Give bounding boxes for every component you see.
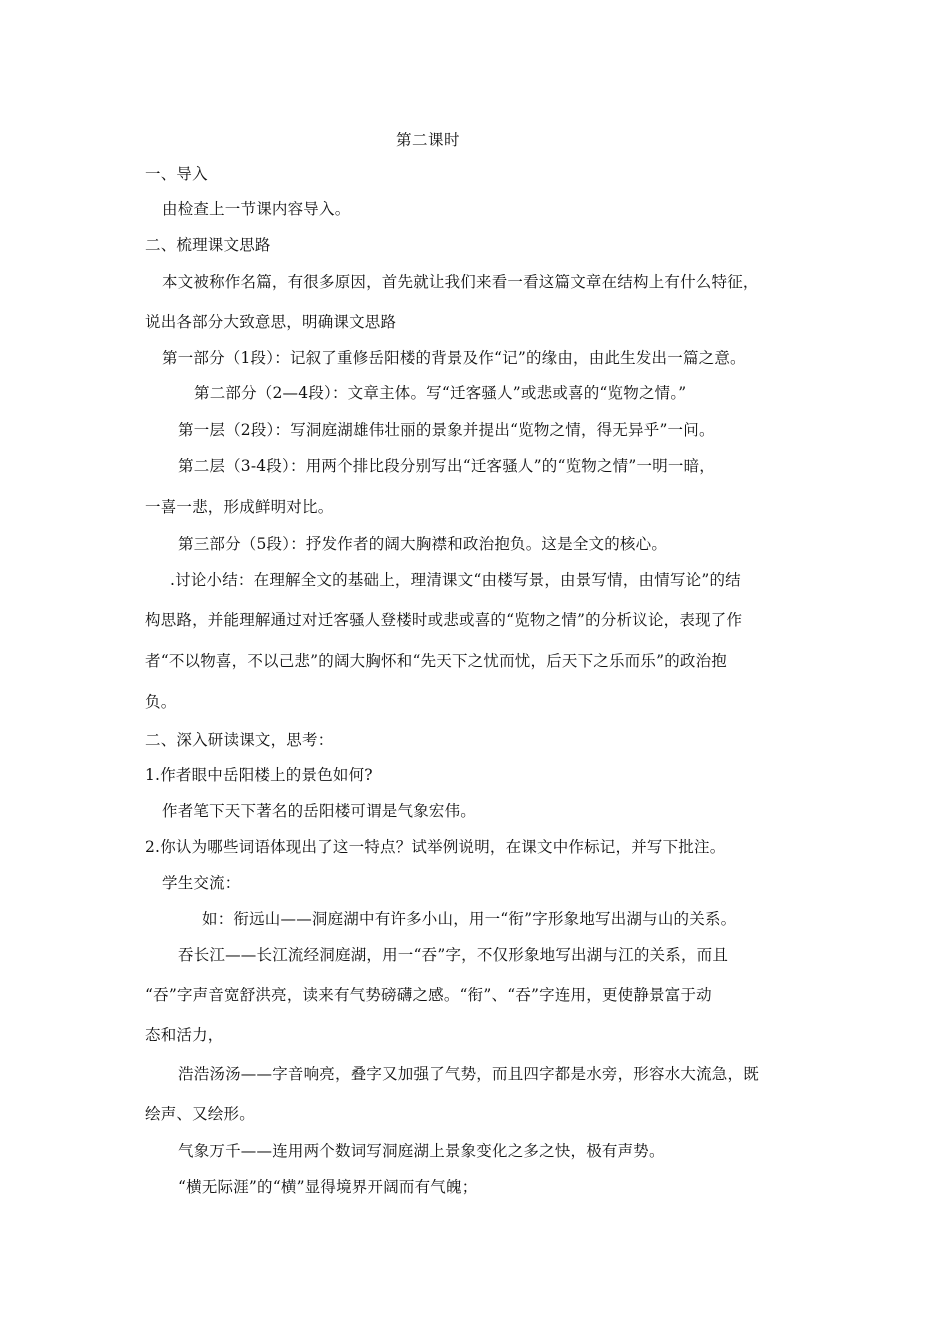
section-heading: 一、导入 xyxy=(145,165,208,183)
paragraph-line: 吞长江——长江流经洞庭湖，用一“吞”字，不仅形象地写出湖与江的关系，而且 xyxy=(178,946,729,964)
paragraph-line: 态和活力， xyxy=(145,1026,224,1044)
question-line: 1.作者眼中岳阳楼上的景色如何? xyxy=(145,766,373,784)
paragraph-line: 第一层（2段）：写洞庭湖雄伟壮丽的景象并提出“览物之情，得无异乎”一问。 xyxy=(178,421,715,439)
lesson-title: 第二课时 xyxy=(396,131,461,149)
paragraph-line: 说出各部分大致意思，明确课文思路 xyxy=(145,313,397,331)
section-heading: 二、深入研读课文，思考： xyxy=(145,731,334,749)
paragraph-line: “横无际涯”的“横”显得境界开阔而有气魄； xyxy=(178,1178,478,1196)
paragraph-line: 浩浩汤汤——字音响亮，叠字又加强了气势，而且四字都是水旁，形容水大流急，既 xyxy=(178,1065,759,1083)
paragraph-line: 气象万千——连用两个数词写洞庭湖上景象变化之多之快，极有声势。 xyxy=(178,1142,665,1160)
paragraph-line: 第二层（3-4段）：用两个排比段分别写出“迁客骚人”的“览物之情”一明一暗， xyxy=(178,457,716,475)
paragraph-line: 第一部分（1段）：记叙了重修岳阳楼的背景及作“记”的缘由，由此生发出一篇之意。 xyxy=(162,349,746,367)
question-line: 2.你认为哪些词语体现出了这一特点？试举例说明，在课文中作标记，并写下批注。 xyxy=(145,838,726,856)
paragraph-line: 第三部分（5段）：抒发作者的阔大胸襟和政治抱负。这是全文的核心。 xyxy=(178,535,668,553)
paragraph-line: 本文被称作名篇，有很多原因，首先就让我们来看一看这篇文章在结构上有什么特征， xyxy=(162,273,759,291)
paragraph-line: “吞”字声音宽舒洪亮，读来有气势磅礴之感。“衔”、“吞”字连用，更使静景富于动 xyxy=(145,986,712,1004)
paragraph-line: 构思路，并能理解通过对迁客骚人登楼时或悲或喜的“览物之情”的分析议论，表现了作 xyxy=(145,611,743,629)
paragraph-line: 一喜一悲，形成鲜明对比。 xyxy=(145,498,334,516)
paragraph-line: 第二部分（2—4段）：文章主体。写“迁客骚人”或悲或喜的“览物之情。” xyxy=(194,384,687,402)
paragraph-line: 如：衔远山——洞庭湖中有许多小山，用一“衔”字形象地写出湖与山的关系。 xyxy=(202,910,737,928)
paragraph-line: 者“不以物喜，不以己悲”的阔大胸怀和“先天下之忧而忧，后天下之乐而乐”的政治抱 xyxy=(145,652,727,670)
answer-line: 作者笔下天下著名的岳阳楼可谓是气象宏伟。 xyxy=(162,802,477,820)
paragraph-line: 学生交流： xyxy=(162,874,241,892)
paragraph-line: 由检查上一节课内容导入。 xyxy=(162,200,351,218)
paragraph-line: .讨论小结：在理解全文的基础上，理清课文“由楼写景，由景写情，由情写论”的结 xyxy=(170,571,741,589)
section-heading: 二、梳理课文思路 xyxy=(145,236,271,254)
paragraph-line: 绘声、又绘形。 xyxy=(145,1105,255,1123)
paragraph-line: 负。 xyxy=(145,693,177,711)
